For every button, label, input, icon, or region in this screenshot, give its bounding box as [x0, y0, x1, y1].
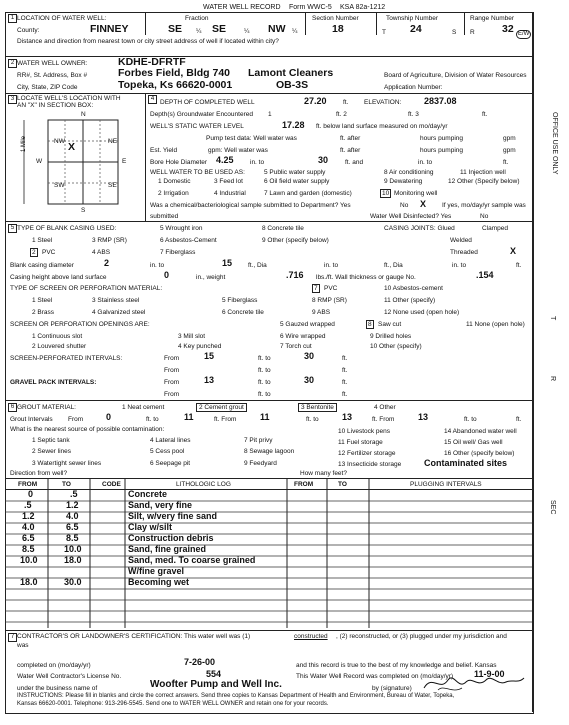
use-item: 4 Industrial [214, 190, 246, 197]
lbs-label: lbs./ft. Wall thickness or gauge No. [316, 274, 416, 281]
ft-to: ft. to [464, 416, 477, 423]
sidebar-divider [532, 12, 533, 712]
gravel-to: 30 [304, 375, 315, 385]
grout-option: 4 Other [374, 404, 396, 411]
range-r: R [470, 29, 475, 36]
elevation-label: ELEVATION: [364, 99, 402, 106]
pump-label: Pump test data: Well water was [206, 135, 297, 142]
log-from: 18.0 [20, 577, 38, 587]
casing-item: Welded [450, 237, 472, 244]
casing-item: 9 Other (specify below) [262, 237, 329, 244]
range-value: 32 [502, 23, 514, 35]
form-number: Form WWC-5 [289, 4, 332, 11]
open-item: 9 Drilled holes [370, 333, 412, 340]
threaded-x: X [510, 246, 517, 256]
open-item: 10 Other (specify) [370, 343, 422, 350]
open-item: 5 Gauzed wrapped [280, 321, 335, 328]
intervals-label: SCREEN-PERFORATED INTERVALS: [10, 355, 123, 362]
in-to: in. to [150, 262, 165, 269]
license-value: 554 [206, 669, 222, 679]
county-label: County: [17, 27, 40, 34]
gauge-value: .154 [476, 270, 494, 280]
open-item: 3 Mill slot [178, 333, 206, 340]
depth-ft: ft. [343, 99, 349, 106]
static-suffix: ft. below land surface measured on mo/day/yr [316, 123, 448, 130]
contam-item: 6 Seepage pit [150, 460, 191, 467]
grout-from-3: 13 [418, 412, 429, 422]
contam-item: 13 Insecticide storage [338, 461, 402, 468]
log-to: 10.0 [64, 544, 82, 554]
hours-2: hours pumping [420, 147, 463, 154]
contam-item: 15 Oil well/ Gas well [444, 439, 503, 446]
instructions-1: INSTRUCTIONS: Please fill in blanks and circle the correct answers. Send three copies to Kansas Department of Health and Environment, Bureau of Water, Topeka, [17, 693, 455, 699]
in-to-2: in. to [324, 262, 339, 269]
city-value: Topeka, Ks 66620-0001 [118, 79, 233, 91]
bact-suffix: If yes, mo/day/yr sample was [442, 202, 526, 209]
rule [5, 221, 532, 222]
bact-x: X [420, 199, 427, 209]
height-value: 0 [164, 270, 170, 280]
south-label: S [81, 207, 86, 214]
board-label: Board of Agriculture, Division of Water Resources [384, 72, 527, 79]
office-use-label: OFFICE USE ONLY [551, 112, 558, 175]
ft-to: ft. to [146, 416, 159, 423]
grout-from-2: 11 [260, 412, 270, 422]
grout-to-1: 11 [184, 412, 194, 422]
log-from: .5 [24, 500, 32, 510]
contam-item: 8 Sewage lagoon [244, 448, 295, 455]
open-item-selected: 8 [368, 321, 372, 328]
ft-from: ft. From [214, 416, 237, 423]
use-item: 3 Feed lot [214, 178, 243, 185]
openings-label: SCREEN OR PERFORATION OPENINGS ARE: [10, 321, 150, 328]
diam-to: 15 [222, 258, 233, 268]
log-from: 0 [28, 489, 34, 499]
grout-to-2: 13 [342, 412, 353, 422]
company-value: Lamont Cleaners [248, 67, 334, 79]
contam-item: 1 Septic tank [32, 437, 70, 444]
casing-item: 7 Fiberglass [160, 249, 196, 256]
gw-ft: ft. [482, 111, 488, 118]
location-label: LOCATION OF WATER WELL: [17, 15, 107, 22]
screen-label: TYPE OF SCREEN OR PERFORATION MATERIAL: [10, 285, 163, 292]
ft: ft. [342, 355, 348, 362]
section-4-number: 4 [148, 95, 157, 104]
ft-end: ft. [516, 262, 522, 269]
grout-option-selected: 2 Cement grout [196, 403, 247, 412]
log-lith-header: LITHOLOGIC LOG [176, 481, 231, 488]
casing-item: 4 ABS [92, 249, 111, 256]
screen-to: 30 [304, 351, 315, 361]
screen-item: 6 Concrete tile [222, 309, 264, 316]
by-signature-label: by (signature) [372, 685, 412, 692]
locate-label-1: LOCATE WELL'S LOCATION WITH [17, 95, 121, 102]
static-value: 17.28 [282, 120, 305, 130]
diam-label: Blank casing diameter [10, 262, 74, 269]
use-item: 5 Public water supply [264, 169, 326, 176]
log-desc: Clay w/silt [128, 522, 173, 532]
screen-item: 9 ABS [312, 309, 331, 316]
divider [305, 13, 306, 35]
open-item: 6 Wire wrapped [280, 333, 326, 340]
screen-item: 12 None used (open hole) [384, 309, 460, 316]
rule [5, 630, 532, 631]
gw-1: 1 [268, 111, 272, 118]
log-to2-header: TO [338, 481, 347, 488]
cert-was: was [17, 642, 29, 649]
gravel-label: GRAVEL PACK INTERVALS: [10, 379, 97, 386]
west-label: W [36, 158, 43, 165]
nw-label: NW [54, 138, 65, 145]
location-mark: X [68, 141, 76, 153]
completed-value: 7-26-00 [184, 657, 216, 667]
divider [145, 13, 146, 35]
casing-item: 3 RMP (SR) [92, 237, 127, 244]
casing-item: Clamped [482, 225, 509, 232]
license-label: Water Well Contractor's License No. [17, 673, 122, 680]
open-item: 2 Louvered shutter [32, 343, 87, 350]
record-text: This Water Well Record was completed on (mo/day/yr) [296, 673, 454, 680]
ft-to: ft. to [258, 355, 271, 362]
completed-label: completed on (mo/day/yr) [17, 662, 91, 669]
section-7-number: 7 [8, 633, 17, 642]
log-desc: Construction debris [128, 533, 214, 543]
open-item: 7 Torch cut [280, 343, 312, 350]
contam-item: 16 Other (specify below) [444, 450, 515, 457]
ft-to: ft. to [258, 367, 271, 374]
section-number-label: Section Number [312, 15, 359, 22]
rule [5, 400, 532, 401]
use-item: 1 Domestic [158, 178, 191, 185]
screen-item: 8 RMP (SR) [312, 297, 347, 304]
section-number-value: 18 [332, 23, 344, 35]
application-number-label: Application Number: [384, 84, 443, 91]
true-text: and this record is true to the best of my knowledge and belief. Kansas [296, 662, 497, 669]
screen-from: 15 [204, 351, 215, 361]
log-to-header: TO [62, 481, 71, 488]
gw-3: ft. 3 [408, 111, 419, 118]
log-to: 30.0 [64, 577, 82, 587]
log-desc: Sand, fine grained [128, 544, 207, 554]
log-to: 8.5 [66, 533, 79, 543]
ft: ft. [342, 379, 348, 386]
section-5-number: 5 [8, 224, 17, 233]
ft-dia: ft., Dia [248, 262, 267, 269]
section-2-number: 2 [8, 59, 17, 68]
ne-label: NE [108, 138, 118, 145]
screen-item-selected: 7 [314, 285, 318, 292]
township-s: S [452, 29, 457, 36]
owner-name: KDHE-DFRTF [118, 56, 186, 68]
log-to: .5 [70, 489, 78, 499]
contam-item: 2 Sewer lines [32, 448, 72, 455]
grout-option-selected: 3 Bentonite [298, 403, 337, 412]
screen-item: 2 Brass [32, 309, 55, 316]
from-label: From [164, 367, 180, 374]
range-label: Range Number [470, 15, 515, 22]
contam-label: What is the nearest source of possible contamination: [10, 426, 165, 433]
after-2: ft. after [340, 147, 361, 154]
range-ew: E/W [518, 31, 530, 37]
log-from: 8.5 [22, 544, 35, 554]
screen-item: 4 Galvanized steel [92, 309, 146, 316]
grout-option: 1 Neat cement [122, 404, 165, 411]
after-1: ft. after [340, 135, 361, 142]
quarter-3: ¼ [292, 28, 298, 35]
casing-item: Threaded [450, 249, 478, 256]
open-item: 4 Key punched [178, 343, 222, 350]
open-item: Saw cut [378, 321, 402, 328]
log-from: 10.0 [20, 555, 38, 565]
bore-in: in. to [250, 159, 265, 166]
ft-to: ft. to [258, 379, 271, 386]
screen-item: 1 Steel [32, 297, 53, 304]
cert-label: CONTRACTOR'S OR LANDOWNER'S CERTIFICATION: This water well was (1) [17, 633, 251, 640]
log-code-header: CODE [102, 481, 121, 488]
fraction-1: SE [168, 23, 183, 35]
contam-item: 7 Pit privy [244, 437, 273, 444]
north-label: N [81, 111, 86, 118]
rule [5, 56, 532, 57]
log-from: 4.0 [22, 522, 35, 532]
casing-item: 6 Asbestos-Cement [160, 237, 217, 244]
casing-item: 5 Wrought iron [160, 225, 203, 232]
use-item-selected: 10 [382, 190, 390, 197]
county-value: FINNEY [90, 23, 129, 35]
business-value: Woofter Pump and Well Inc. [150, 679, 282, 690]
log-plug-header: PLUGGING INTERVALS [410, 481, 482, 488]
address-label: RR#, St. Address, Box # [17, 72, 88, 79]
ft-from: ft. From [372, 416, 395, 423]
bore-in2: in. to [418, 159, 433, 166]
address-value: Forbes Field, Bldg 740 [118, 67, 231, 79]
divider [145, 93, 146, 221]
weight-value: .716 [286, 270, 304, 280]
diam-value: 2 [104, 258, 110, 268]
contam-item: 12 Fertilizer storage [338, 450, 396, 457]
yield-gpm: gpm: Well water was [208, 147, 268, 154]
screen-item: 11 Other (specify) [384, 297, 436, 304]
fraction-label: Fraction [185, 15, 209, 22]
fraction-2: SE [212, 23, 227, 35]
city-label: City, State, ZIP Code [17, 84, 78, 91]
divider [464, 13, 465, 35]
quarter-2: ¼ [244, 28, 250, 35]
ft-dia-2: ft., Dia [384, 262, 403, 269]
contam-item: 11 Fuel storage [338, 439, 383, 446]
ft-to: ft. to [258, 391, 271, 398]
ft-to: ft. to [306, 416, 319, 423]
submitted-label: submitted [150, 213, 179, 220]
divider [376, 13, 377, 35]
cert-rest: , (2) reconstructed, or (3) plugged under my jurisdiction and [336, 633, 507, 640]
cert-constructed: constructed [294, 633, 328, 640]
log-desc: Concrete [128, 489, 168, 499]
casing-label: TYPE OF BLANK CASING USED: [17, 225, 117, 232]
gpm-2: gpm [503, 147, 516, 154]
log-desc: Becoming wet [128, 577, 190, 587]
use-item: 12 Other (Specify below) [448, 178, 520, 185]
log-from-header: FROM [18, 481, 38, 488]
ft: ft. [342, 367, 348, 374]
contam-item: 5 Cess pool [150, 448, 185, 455]
groundwater-label: Depth(s) Groundwater Encountered [150, 111, 253, 118]
se-label: SE [108, 182, 117, 189]
use-label: WELL WATER TO BE USED AS: [150, 169, 245, 176]
log-from: 6.5 [22, 533, 35, 543]
screen-item: 10 Asbestos-cement [384, 285, 443, 292]
log-to: 6.5 [66, 522, 79, 532]
casing-joints: CASING JOINTS: Glued [384, 225, 455, 232]
bact-label: Was a chemical/bacteriological sample submitted to Department? Yes [150, 202, 351, 209]
bore-to: 30 [318, 155, 329, 165]
site-code: OB-3S [276, 79, 309, 91]
fraction-3: NW [268, 23, 286, 35]
static-label: WELL'S STATIC WATER LEVEL [150, 123, 244, 130]
log-to: 1.2 [66, 500, 79, 510]
gw-2: ft. 2 [336, 111, 347, 118]
log-to: 18.0 [64, 555, 82, 565]
sidebar-r: R [549, 376, 556, 382]
contam-item: 3 Watertight sewer lines [32, 460, 102, 467]
yield-label: Est. Yield [150, 147, 178, 154]
grout-intervals-label: Grout Intervals [10, 416, 53, 423]
locate-label-2: AN "X" IN SECTION BOX: [17, 102, 94, 109]
section-3-number: 3 [8, 95, 17, 104]
log-desc: Sand, med. To coarse grained [128, 555, 256, 565]
section-6-number: 6 [8, 403, 17, 412]
township-value: 24 [410, 23, 422, 35]
disinfected-label: Water Well Disinfected? Yes [370, 213, 452, 220]
contam-item: 4 Lateral lines [150, 437, 191, 444]
log-to: 4.0 [66, 511, 79, 521]
bore-ft: ft. [503, 159, 509, 166]
bore-and: ft. and [345, 159, 364, 166]
depth-value: 27.20 [304, 96, 327, 106]
business-label: under the business name of [17, 685, 98, 692]
casing-item-selected: 2 [32, 249, 36, 256]
owner-label: WATER WELL OWNER: [17, 60, 88, 67]
township-label: Township Number [386, 15, 439, 22]
ft: ft. [516, 416, 522, 423]
open-item: 11 None (open hole) [466, 321, 525, 328]
log-desc: Silt, w/very fine sand [128, 511, 218, 521]
from-label: From [164, 355, 180, 362]
hours-1: hours pumping [420, 135, 463, 142]
contam-item: 10 Livestock pens [338, 428, 391, 435]
casing-item: 8 Concrete tile [262, 225, 304, 232]
height-label: Casing height above land surface [10, 274, 107, 281]
bact-no: No [400, 202, 409, 209]
grout-from-1: 0 [106, 412, 112, 422]
depth-label: DEPTH OF COMPLETED WELL [160, 99, 255, 106]
use-item: 2 Irrigation [158, 190, 189, 197]
contam-other: Contaminated sites [424, 458, 508, 468]
from-label: From [164, 391, 180, 398]
sidebar-sec: SEC [549, 500, 556, 515]
screen-item: 5 Fiberglass [222, 297, 258, 304]
sw-label: SW [54, 182, 65, 189]
gravel-from: 13 [204, 375, 215, 385]
bore-value: 4.25 [216, 155, 234, 165]
grout-label: GROUT MATERIAL: [17, 404, 76, 411]
log-desc: W/fine gravel [128, 566, 185, 576]
disinfected-no: No [480, 213, 489, 220]
elevation-value: 2837.08 [424, 96, 457, 106]
gpm-1: gpm [503, 135, 516, 142]
table-row [8, 577, 264, 589]
use-item: 9 Dewatering [384, 178, 423, 185]
instructions-2: Kansas 66620-0001. Telephone: 913-296-5545. Send one to WATER WELL OWNER and retain one for your records. [17, 701, 329, 707]
how-many-label: How many feet? [300, 470, 347, 477]
section-1-number: 1 [8, 14, 17, 23]
open-item: 1 Continuous slot [32, 333, 83, 340]
use-item: 8 Air conditioning [384, 169, 434, 176]
weight-label: in., weight [196, 274, 226, 281]
record-date: 11-9-00 [474, 669, 505, 679]
mile-label: 1 Mile [21, 135, 27, 152]
form-title: WATER WELL RECORD [203, 4, 281, 11]
screen-item: 3 Stainless steel [92, 297, 140, 304]
log-from2-header: FROM [294, 481, 314, 488]
rule [5, 93, 532, 94]
distance-label: Distance and direction from nearest town or city street address of well if located within city? [17, 38, 279, 45]
bore-label: Bore Hole Diameter [150, 159, 208, 166]
contam-item: 9 Feedyard [244, 460, 277, 467]
from-label: From [68, 416, 84, 423]
screen-item: PVC [324, 285, 338, 292]
use-item: 7 Lawn and garden (domestic) [264, 190, 352, 197]
quarter-1: ¼ [196, 28, 202, 35]
casing-item: 1 Steel [32, 237, 53, 244]
log-desc: Sand, very fine [128, 500, 193, 510]
ft: ft. [342, 391, 348, 398]
use-item: Monitoring well [394, 190, 438, 197]
ksa-ref: KSA 82a-1212 [340, 4, 386, 11]
east-label: E [122, 158, 127, 165]
from-label: From [164, 379, 180, 386]
contam-item: 14 Abandoned water well [444, 428, 517, 435]
casing-item: PVC [42, 249, 56, 256]
direction-label: Direction from well? [10, 470, 68, 477]
section-grid [20, 110, 142, 220]
use-item: 11 Injection well [460, 169, 506, 176]
in-to-3: in. to [452, 262, 467, 269]
township-t: T [382, 29, 386, 36]
log-from: 1.2 [22, 511, 35, 521]
use-item: 6 Oil field water supply [264, 178, 330, 185]
sidebar-t: T [549, 316, 556, 321]
